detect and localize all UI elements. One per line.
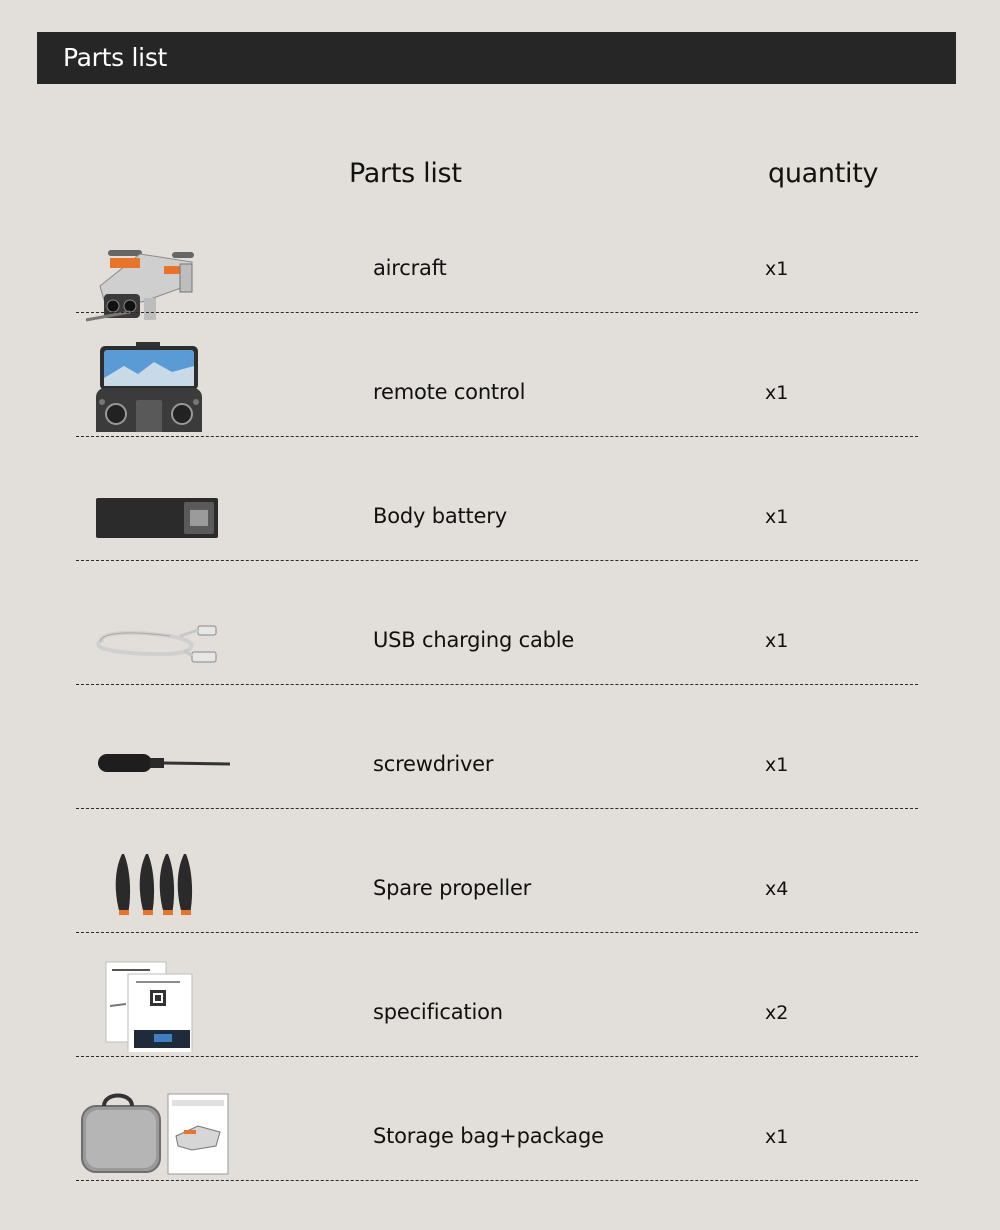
manual-icon: [80, 942, 230, 1052]
part-row-remote-control: [0, 312, 1000, 436]
part-row-usb-cable: [0, 560, 1000, 684]
banner-title: Parts list: [63, 43, 168, 72]
part-quantity: x1: [765, 258, 789, 280]
part-row-storage-bag: [0, 1056, 1000, 1180]
part-quantity: x1: [765, 506, 789, 528]
part-quantity: x2: [765, 1002, 789, 1024]
usb-cable-icon: [80, 570, 230, 680]
part-row-screwdriver: [0, 684, 1000, 808]
column-header-parts: Parts list: [349, 158, 462, 189]
part-quantity: x1: [765, 630, 789, 652]
part-name: Body battery: [373, 504, 507, 528]
part-name: Storage bag+package: [373, 1124, 604, 1148]
part-row-specification: [0, 932, 1000, 1056]
part-name: remote control: [373, 380, 526, 404]
section-banner: [37, 32, 956, 84]
storage-bag-icon: [80, 1066, 230, 1176]
part-quantity: x4: [765, 878, 789, 900]
column-header-quantity: quantity: [768, 158, 879, 189]
propeller-icon: [80, 818, 230, 928]
part-quantity: x1: [765, 754, 789, 776]
row-divider: [76, 1180, 918, 1181]
remote-control-icon: [80, 322, 230, 432]
part-quantity: x1: [765, 382, 789, 404]
part-name: aircraft: [373, 256, 447, 280]
battery-icon: [80, 446, 230, 556]
screwdriver-icon: [80, 694, 230, 804]
part-name: screwdriver: [373, 752, 494, 776]
part-row-body-battery: [0, 436, 1000, 560]
part-name: specification: [373, 1000, 503, 1024]
part-row-spare-propeller: [0, 808, 1000, 932]
part-name: Spare propeller: [373, 876, 532, 900]
part-quantity: x1: [765, 1126, 789, 1148]
part-name: USB charging cable: [373, 628, 575, 652]
